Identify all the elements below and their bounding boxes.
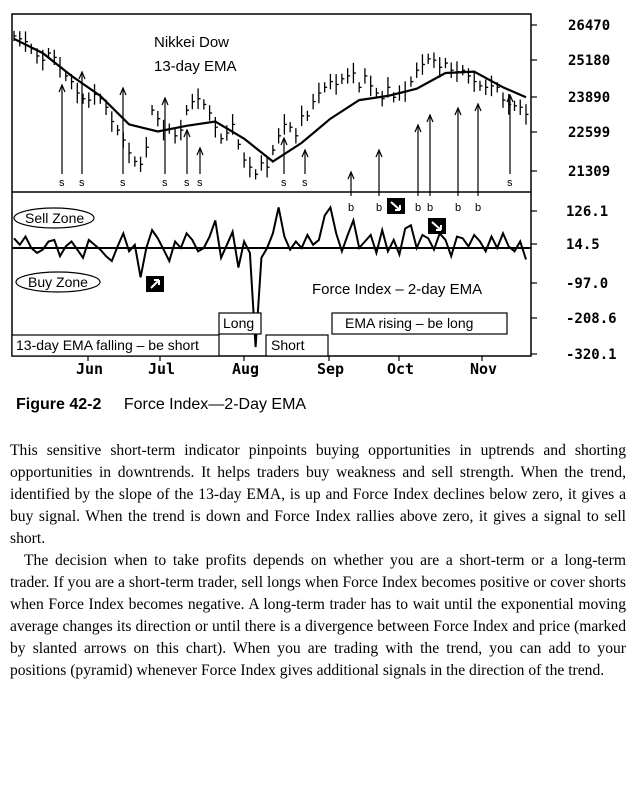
buy-signal-label: b	[427, 202, 434, 214]
sell-signal-label: s	[197, 177, 203, 189]
trend-label-long: Long	[223, 315, 255, 331]
sell-signal-label: s	[302, 177, 308, 189]
price-tick-label: 25180	[568, 53, 611, 69]
month-label: Jun	[76, 360, 104, 378]
divergence-arrow-2	[387, 198, 405, 214]
buy-signal-label: b	[475, 202, 482, 214]
sell-signal-label: s	[184, 177, 190, 189]
force-tick-label: 14.5	[566, 237, 600, 253]
price-tick-label: 23890	[568, 90, 611, 106]
figure-number: Figure 42-2	[16, 396, 102, 413]
month-label: Sep	[317, 360, 345, 378]
price-series	[14, 31, 529, 180]
price-axis	[531, 18, 610, 180]
sell-signal-label: s	[507, 177, 513, 189]
paragraph-1: This sensitive short-term indicator pinpoints buying opportunities in uptrends and shorting opportunities in downtrends. It helps traders buy weakness and sell strength. When the trend, identified by the slope of the 13-day EMA, is up and Force Index declines below zero, it gives a buy signal. When the trend is down and Force Index rallies above zero, it gives a signal to sell short.	[10, 442, 626, 547]
buy-signal-label: b	[376, 202, 383, 214]
trend-label-falling: 13-day EMA falling – be short	[16, 337, 199, 353]
sell-signal-label: s	[162, 177, 168, 189]
month-label: Jul	[148, 360, 176, 378]
price-title: Nikkei Dow	[154, 34, 230, 51]
sell-signal-label: s	[120, 177, 126, 189]
buy-zone-label	[16, 272, 100, 292]
force-tick-label: 126.1	[566, 204, 609, 220]
sell-signal-label: s	[281, 177, 287, 189]
sell-signal-label: s	[79, 177, 85, 189]
sell-zone-label	[14, 208, 94, 228]
force-tick-label: -208.6	[566, 311, 617, 327]
force-index-title: Force Index – 2-day EMA	[312, 281, 483, 298]
force-tick-label: -97.0	[566, 276, 609, 292]
sell-signal-label: s	[59, 177, 65, 189]
body-text	[10, 440, 626, 682]
trend-label-short: Short	[271, 337, 305, 353]
price-tick-label: 26470	[568, 18, 611, 34]
buy-zone-text: Buy Zone	[28, 274, 88, 290]
buy-signal-label: b	[415, 202, 422, 214]
price-tick-label: 22599	[568, 125, 611, 141]
force-index-chart	[0, 0, 634, 390]
month-label: Oct	[387, 360, 415, 378]
month-label: Aug	[232, 360, 260, 378]
trend-label-rising: EMA rising – be long	[345, 315, 474, 331]
buy-signal-label: b	[348, 202, 355, 214]
month-label: Nov	[470, 360, 498, 378]
paragraph-2: The decision when to take profits depends on whether you are a short-term or a long-term trader. If you are a short-term trader, sell longs when Force Index becomes positive or cover shorts when Force Index becomes negative. A long-term trader has to wait until the exponential moving average changes its direction or until there is a divergence between Force Index and price (marked by slanted arrows on this chart). When you are trading with the trend, you can add to your positions (pyramid) whenever Force Index gives additional signals in the direction of the trend.	[10, 552, 626, 679]
sell-zone-text: Sell Zone	[25, 210, 85, 226]
divergence-arrow-3	[428, 218, 446, 234]
buy-signal-label: b	[455, 202, 462, 214]
ema-label: 13-day EMA	[154, 58, 237, 75]
figure-caption	[16, 396, 306, 414]
force-tick-label: -320.1	[566, 347, 617, 363]
x-axis-months	[76, 356, 497, 378]
price-tick-label: 21309	[568, 164, 611, 180]
chart-frame	[12, 14, 531, 356]
force-axis	[531, 204, 617, 363]
figure-title: Force Index—2-Day EMA	[123, 396, 307, 413]
divergence-arrow-1	[146, 276, 164, 292]
